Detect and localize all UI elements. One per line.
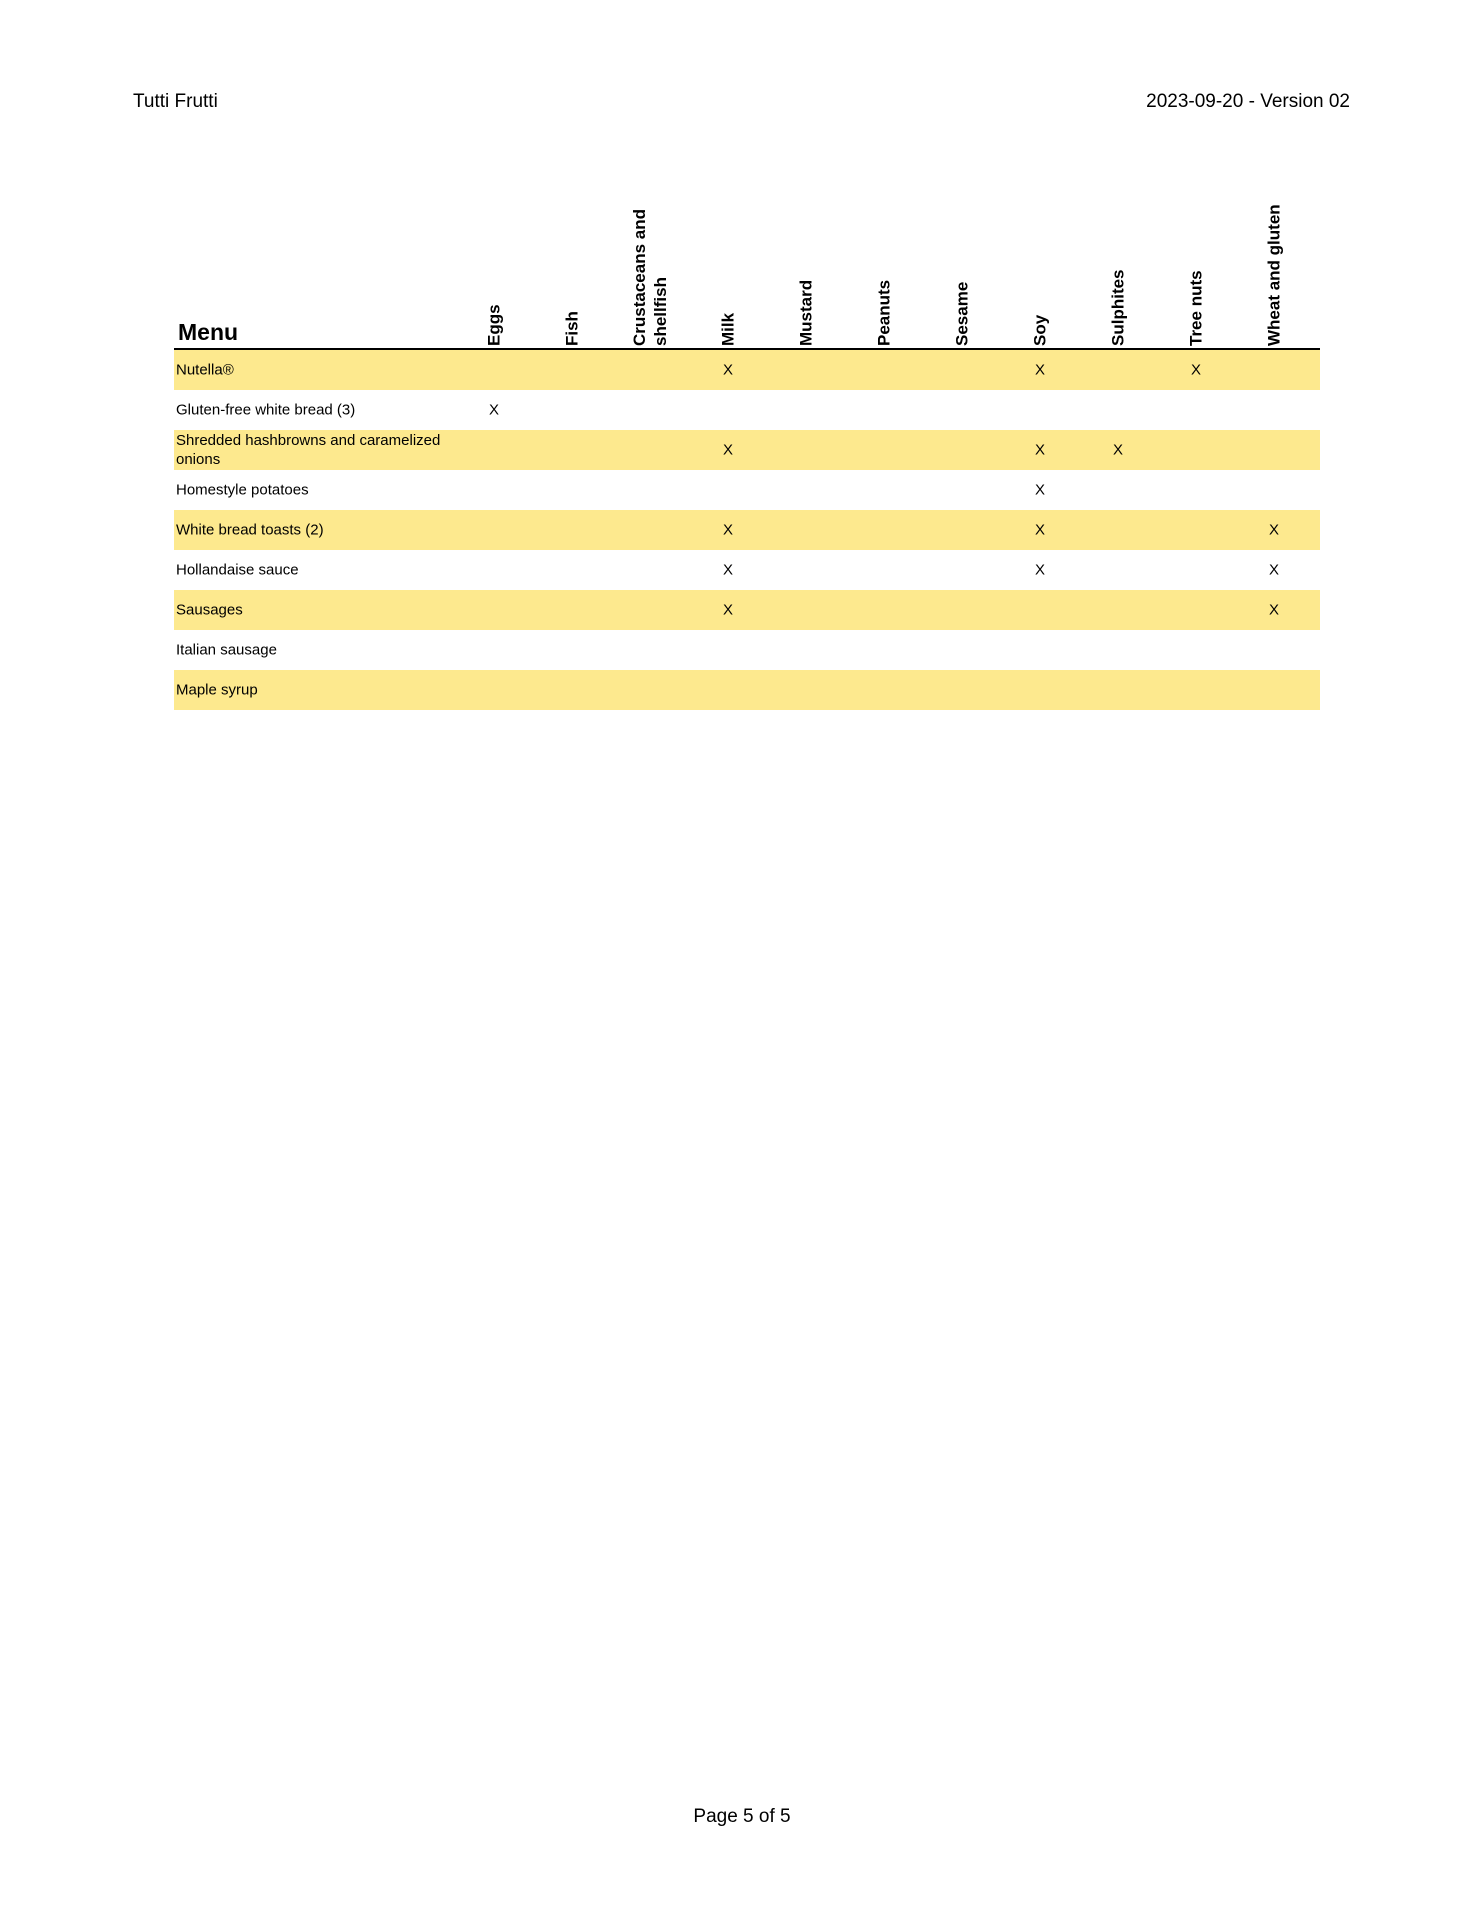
document-version: 2023-09-20 - Version 02 — [1146, 91, 1350, 112]
menu-column-header: Menu — [178, 319, 239, 345]
allergen-mark: X — [722, 601, 734, 619]
menu-item-name: Shredded hashbrowns and caramelized onions — [176, 432, 441, 468]
column-header-label: Crustaceans and shellfish — [630, 209, 670, 346]
allergen-mark: X — [1268, 521, 1280, 539]
allergen-mark: X — [488, 401, 500, 419]
allergen-table — [174, 160, 1320, 710]
allergen-mark: X — [1268, 601, 1280, 619]
column-header-tree-nuts — [1157, 162, 1235, 346]
allergen-mark: X — [1034, 521, 1046, 539]
column-header-label: Peanuts — [874, 279, 894, 346]
table-row — [174, 630, 1320, 670]
table-row — [174, 350, 1320, 390]
column-header-label: Milk — [718, 312, 738, 346]
column-header-wheat-and-gluten — [1235, 162, 1313, 346]
allergen-mark: X — [1034, 561, 1046, 579]
allergen-mark: X — [1034, 441, 1046, 459]
allergen-mark: X — [722, 441, 734, 459]
table-row — [174, 390, 1320, 430]
column-header-soy — [1001, 162, 1079, 346]
allergen-mark: X — [722, 521, 734, 539]
column-header-label: Tree nuts — [1186, 270, 1206, 346]
column-header-label: Fish — [562, 311, 582, 346]
menu-item-name: Hollandaise sauce — [176, 561, 299, 579]
column-header-label: Soy — [1030, 314, 1050, 346]
menu-item-name: Maple syrup — [176, 681, 258, 699]
table-row — [174, 550, 1320, 590]
document-title: Tutti Frutti — [133, 91, 218, 112]
allergen-mark: X — [1034, 361, 1046, 379]
menu-item-name: Gluten-free white bread (3) — [176, 401, 356, 419]
table-row — [174, 430, 1320, 470]
column-header-milk — [689, 162, 767, 346]
column-header-mustard — [767, 162, 845, 346]
menu-item-name: Italian sausage — [176, 641, 277, 659]
table-row — [174, 470, 1320, 510]
column-header-fish — [533, 162, 611, 346]
column-header-sesame — [923, 162, 1001, 346]
table-body — [174, 350, 1320, 710]
page-number: Page 5 of 5 — [693, 1806, 791, 1827]
column-header-label: Wheat and gluten — [1264, 204, 1284, 346]
allergen-mark: X — [1112, 441, 1124, 459]
column-header-label: Mustard — [796, 279, 816, 346]
allergen-mark: X — [1034, 481, 1046, 499]
column-header-eggs — [455, 162, 533, 346]
table-row — [174, 590, 1320, 630]
column-header-peanuts — [845, 162, 923, 346]
column-header-sulphites — [1079, 162, 1157, 346]
column-header-label: Eggs — [484, 304, 504, 346]
menu-item-name: Homestyle potatoes — [176, 481, 309, 499]
allergen-mark: X — [1268, 561, 1280, 579]
menu-item-name: Nutella® — [176, 361, 234, 379]
table-header — [174, 160, 1320, 350]
allergen-mark: X — [1190, 361, 1202, 379]
table-row — [174, 670, 1320, 710]
table-row — [174, 510, 1320, 550]
menu-item-name: Sausages — [176, 601, 243, 619]
column-header-label: Sesame — [952, 281, 972, 346]
allergen-mark: X — [722, 361, 734, 379]
column-header-crustaceans-and-shellfish — [611, 162, 689, 346]
allergen-mark: X — [722, 561, 734, 579]
menu-item-name: White bread toasts (2) — [176, 521, 324, 539]
column-header-label: Sulphites — [1108, 269, 1128, 346]
